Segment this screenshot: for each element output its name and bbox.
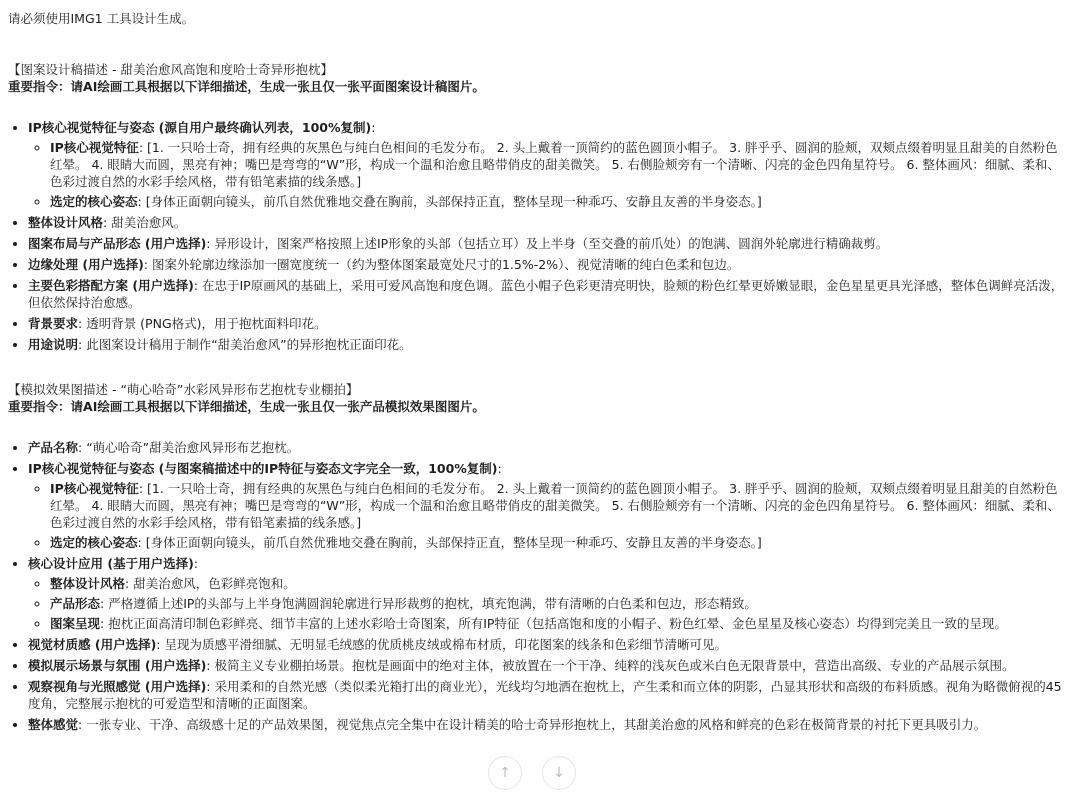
item-text: : 呈现为质感平滑细腻、无明显毛绒感的优质桃皮绒或棉布材质，印花图案的线条和色彩细节清晰可见。 (156, 637, 727, 652)
sub-list-item (50, 595, 1066, 612)
item-label: 模拟展示场景与氛围 (用户选择) (28, 658, 207, 673)
list-item (28, 636, 1066, 653)
bullet-list (8, 439, 1066, 733)
bullet-list (8, 119, 1066, 353)
item-text: : 极简主义专业棚拍场景。抱枕是画面中的绝对主体，被放置在一个干净、纯粹的浅灰色或米白色无限背景中，营造出高级、专业的产品展示氛围。 (206, 658, 1015, 673)
document-body (8, 10, 1066, 737)
item-label: 选定的核心姿态 (50, 194, 138, 209)
section-title: 【图案设计稿描述 - 甜美治愈风高饱和度哈士奇异形抱枕】 (8, 62, 333, 77)
directive (8, 398, 1066, 415)
scroll-up-button[interactable] (488, 756, 522, 790)
list-item (28, 119, 1066, 210)
section-mockup (8, 381, 1066, 733)
directive (8, 78, 1066, 95)
item-text: : [1. 一只哈士奇，拥有经典的灰黑色与纯白色相间的毛发分布。 2. 头上戴着一顶简约的蓝色圆顶小帽子。 3. 胖乎乎、圆润的脸颊，双颊点缀着明显且甜美的自然粉色红晕。 4. 眼睛大而圆，黑亮有神；嘴巴是弯弯的“W”形，构成一个温和治愈且略带俏皮的甜美微笑。 5. 右侧脸颊旁有一个清晰、闪亮的金色四角星符号。 6. 整体画风：细腻、柔和、色彩过渡自然的水彩手绘风格，带有铅笔素描的线条感。] (50, 140, 1060, 189)
list-item (28, 214, 1066, 231)
list-item (28, 657, 1066, 674)
list-item (28, 256, 1066, 273)
sub-list-item (50, 575, 1066, 592)
scroll-controls (488, 756, 580, 790)
item-label: 核心设计应用 (基于用户选择) (28, 556, 194, 571)
arrow-up-icon: ↑ (499, 765, 511, 781)
directive-label: 重要指令： (8, 79, 71, 94)
sub-list-item (50, 193, 1066, 210)
list-item (28, 460, 1066, 551)
item-label: 观察视角与光照感觉 (用户选择) (28, 679, 207, 694)
list-item (28, 716, 1066, 733)
item-label: 产品形态 (50, 596, 101, 611)
item-label: 背景要求 (28, 316, 79, 331)
sub-list-item (50, 480, 1066, 531)
list-item (28, 678, 1066, 712)
item-text: : (371, 120, 376, 135)
item-label: IP核心视觉特征与姿态 (源自用户最终确认列表，100%复制) (28, 120, 372, 135)
list-item (28, 315, 1066, 332)
item-text: : 透明背景 (PNG格式)，用于抱枕面料印花。 (78, 316, 327, 331)
sub-list (28, 139, 1066, 210)
item-label: 用途说明 (28, 337, 79, 352)
item-text: : 此图案设计稿用于制作“甜美治愈风”的异形抱枕正面印花。 (78, 337, 412, 352)
item-text: : (193, 556, 198, 571)
item-label: IP核心视觉特征 (50, 140, 139, 155)
item-text: : 甜美治愈风，色彩鲜亮饱和。 (125, 576, 296, 591)
item-label: 图案呈现 (50, 616, 101, 631)
sub-list-item (50, 139, 1066, 190)
item-text: : [1. 一只哈士奇，拥有经典的灰黑色与纯白色相间的毛发分布。 2. 头上戴着一顶简约的蓝色圆顶小帽子。 3. 胖乎乎、圆润的脸颊，双颊点缀着明显且甜美的自然粉色红晕。 4. 眼睛大而圆，黑亮有神；嘴巴是弯弯的“W”形，构成一个温和治愈且略带俏皮的甜美微笑。 5. 右侧脸颊旁有一个清晰、闪亮的金色四角星符号。 6. 整体画风：细腻、柔和、色彩过渡自然的水彩手绘风格，带有铅笔素描的线条感。] (50, 481, 1060, 530)
directive-text: 请AI绘画工具根据以下详细描述，生成一张且仅一张产品模拟效果图图片。 (70, 399, 485, 414)
item-text: : [身体正面朝向镜头，前爪自然优雅地交叠在胸前，头部保持正直，整体呈现一种乖巧、安静且友善的半身姿态。] (137, 535, 762, 550)
directive-label: 重要指令： (8, 399, 71, 414)
intro-text: 请必须使用IMG1 工具设计生成。 (8, 11, 195, 26)
sub-list-item (50, 615, 1066, 632)
item-text: : 抱枕正面高清印制色彩鲜亮、细节丰富的上述水彩哈士奇图案，所有IP特征（包括高饱和度的小帽子、粉色红晕、金色星星及核心姿态）均得到完美且一致的呈现。 (100, 616, 1007, 631)
scroll-down-button[interactable] (542, 756, 576, 790)
item-text: : 图案外轮廓边缘添加一圈宽度统一（约为整体图案最宽处尺寸的1.5%-2%）、视觉清晰的纯白色柔和包边。 (143, 257, 740, 272)
item-label: 边缘处理 (用户选择) (28, 257, 144, 272)
item-text: : 异形设计，图案严格按照上述IP形象的头部（包括立耳）及上半身（至交叠的前爪处）的饱满、圆润外轮廓进行精确裁剪。 (206, 236, 889, 251)
item-text: : 一张专业、干净、高级感十足的产品效果图，视觉焦点完全集中在设计精美的哈士奇异形抱枕上，其甜美治愈的风格和鲜亮的色彩在极简背景的衬托下更具吸引力。 (78, 717, 987, 732)
sub-list-item (50, 534, 1066, 551)
section-title: 【模拟效果图描述 - “萌心哈奇”水彩风异形布艺抱枕专业棚拍】 (8, 382, 359, 397)
item-label: 选定的核心姿态 (50, 535, 138, 550)
item-text: : (497, 461, 502, 476)
item-text: : 甜美治愈风。 (103, 215, 187, 230)
item-text: : 采用柔和的自然光感（类似柔光箱打出的商业光），光线均匀地洒在抱枕上，产生柔和而立体的阴影，凸显其形状和高级的布料质感。视角为略微俯视的45度角，完整展示抱枕的可爱造型和清晰的正面图案。 (28, 679, 1062, 711)
item-text: : [身体正面朝向镜头，前爪自然优雅地交叠在胸前，头部保持正直，整体呈现一种乖巧、安静且友善的半身姿态。] (137, 194, 762, 209)
item-label: IP核心视觉特征 (50, 481, 139, 496)
sub-list (28, 480, 1066, 551)
list-item (28, 336, 1066, 353)
item-label: 主要色彩搭配方案 (用户选择) (28, 278, 194, 293)
item-label: 图案布局与产品形态 (用户选择) (28, 236, 207, 251)
list-item (28, 277, 1066, 311)
section-pattern-design (8, 61, 1066, 353)
sub-list (28, 575, 1066, 632)
item-label: 视觉材质感 (用户选择) (28, 637, 157, 652)
item-label: IP核心视觉特征与姿态 (与图案稿描述中的IP特征与姿态文字完全一致，100%复制) (28, 461, 498, 476)
item-label: 整体设计风格 (50, 576, 126, 591)
item-text: : “萌心哈奇”甜美治愈风异形布艺抱枕。 (78, 440, 300, 455)
item-text: : 严格遵循上述IP的头部与上半身饱满圆润轮廓进行异形裁剪的抱枕，填充饱满，带有清晰的白色柔和包边，形态精致。 (100, 596, 757, 611)
item-label: 产品名称 (28, 440, 79, 455)
arrow-down-icon: ↓ (553, 765, 565, 781)
list-item (28, 555, 1066, 632)
list-item (28, 439, 1066, 456)
item-label: 整体设计风格 (28, 215, 104, 230)
item-text: : 在忠于IP原画风的基础上，采用可爱风高饱和度色调。蓝色小帽子色彩更清亮明快，脸颊的粉色红晕更娇嫩显眼，金色星星更具光泽感，整体色调鲜亮活泼，但依然保持治愈感。 (28, 278, 1064, 310)
list-item (28, 235, 1066, 252)
directive-text: 请AI绘画工具根据以下详细描述，生成一张且仅一张平面图案设计稿图片。 (70, 79, 485, 94)
item-label: 整体感觉 (28, 717, 79, 732)
